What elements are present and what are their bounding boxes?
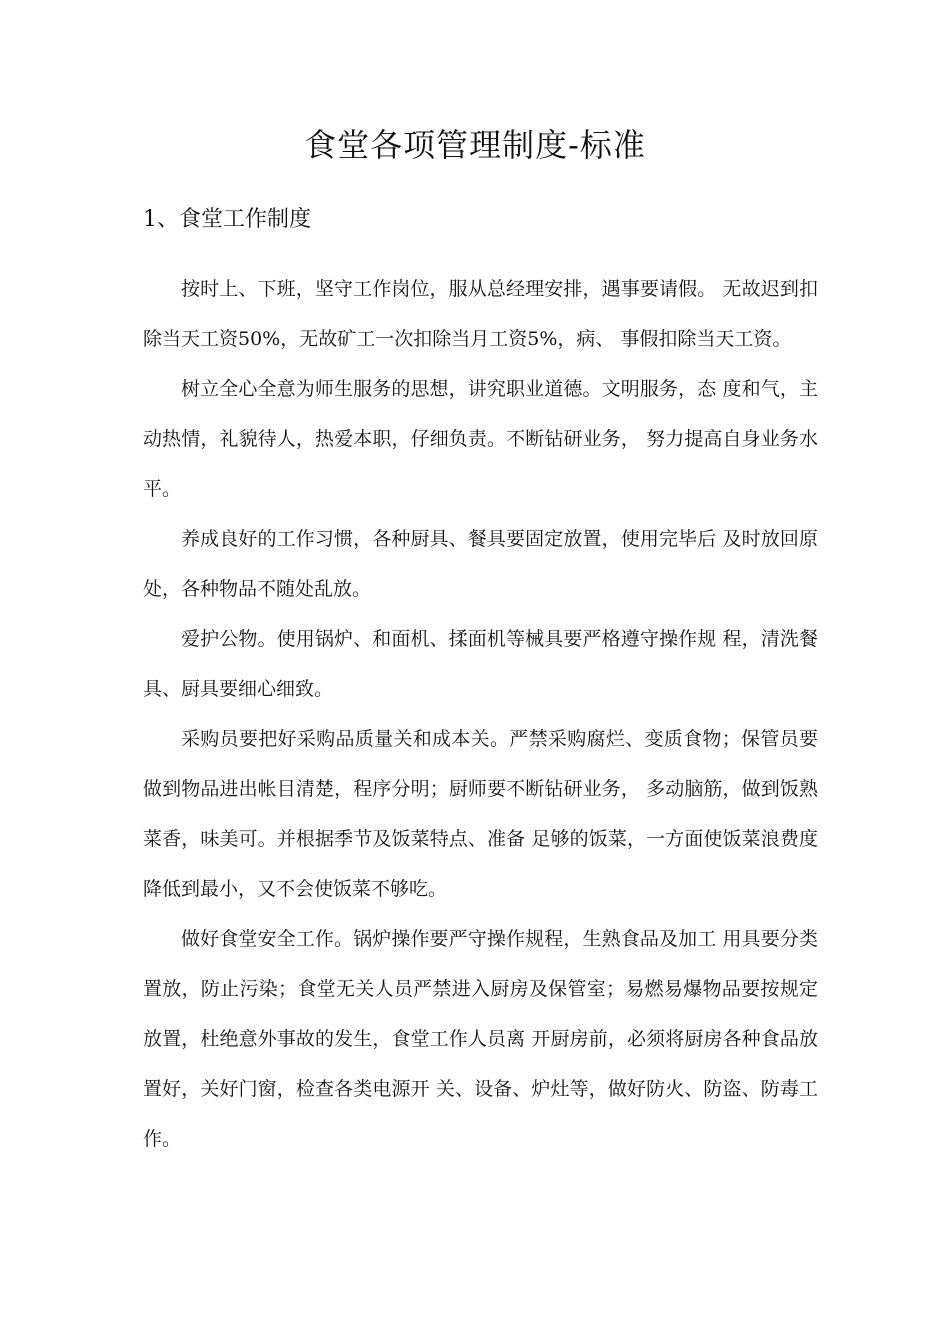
paragraph-equipment-care: 爱护公物。使用锅炉、和面机、揉面机等械具要严格遵守操作规 程，清洗餐具、厨具要细心细致。 (143, 628, 818, 700)
section-heading: 1、食堂工作制度 (143, 207, 311, 232)
document-body (143, 264, 818, 1164)
paragraph-work-habits: 养成良好的工作习惯，各种厨具、餐具要固定放置，使用完毕后 及时放回原处，各种物品不随处乱放。 (143, 528, 818, 600)
paragraph-safety: 做好食堂安全工作。锅炉操作要严守操作规程，生熟食品及加工 用具要分类置放，防止污染；食堂无关人员严禁进入厨房及保管室；易燃易爆物品要按规定放置，杜绝意外事故的发生，食堂工作人员离 开厨房前，必须将厨房各种食品放置好，关好门窗，检查各类电源开 关、设备、炉灶等，做好防火、防盗、防毒工作。 (143, 928, 818, 1150)
document-title: 食堂各项管理制度-标准 (304, 126, 646, 164)
paragraph-attendance: 按时上、下班，坚守工作岗位，服从总经理安排，遇事要请假。 无故迟到扣除当天工资50%，无故矿工一次扣除当月工资5%，病、 事假扣除当天工资。 (143, 278, 818, 350)
paragraph-procurement: 采购员要把好采购品质量关和成本关。严禁采购腐烂、变质食物；保管员要做到物品进出帐目清楚，程序分明；厨师要不断钻研业务， 多动脑筋，做到饭熟菜香，味美可。并根据季节及饭菜特点、准备 足够的饭菜，一方面使饭菜浪费度降低到最小，又不会使饭菜不够吃。 (143, 728, 818, 900)
paragraph-service-attitude: 树立全心全意为师生服务的思想，讲究职业道德。文明服务，态 度和气，主动热情，礼貌待人，热爱本职，仔细负责。不断钻研业务， 努力提高自身业务水平。 (143, 378, 818, 500)
